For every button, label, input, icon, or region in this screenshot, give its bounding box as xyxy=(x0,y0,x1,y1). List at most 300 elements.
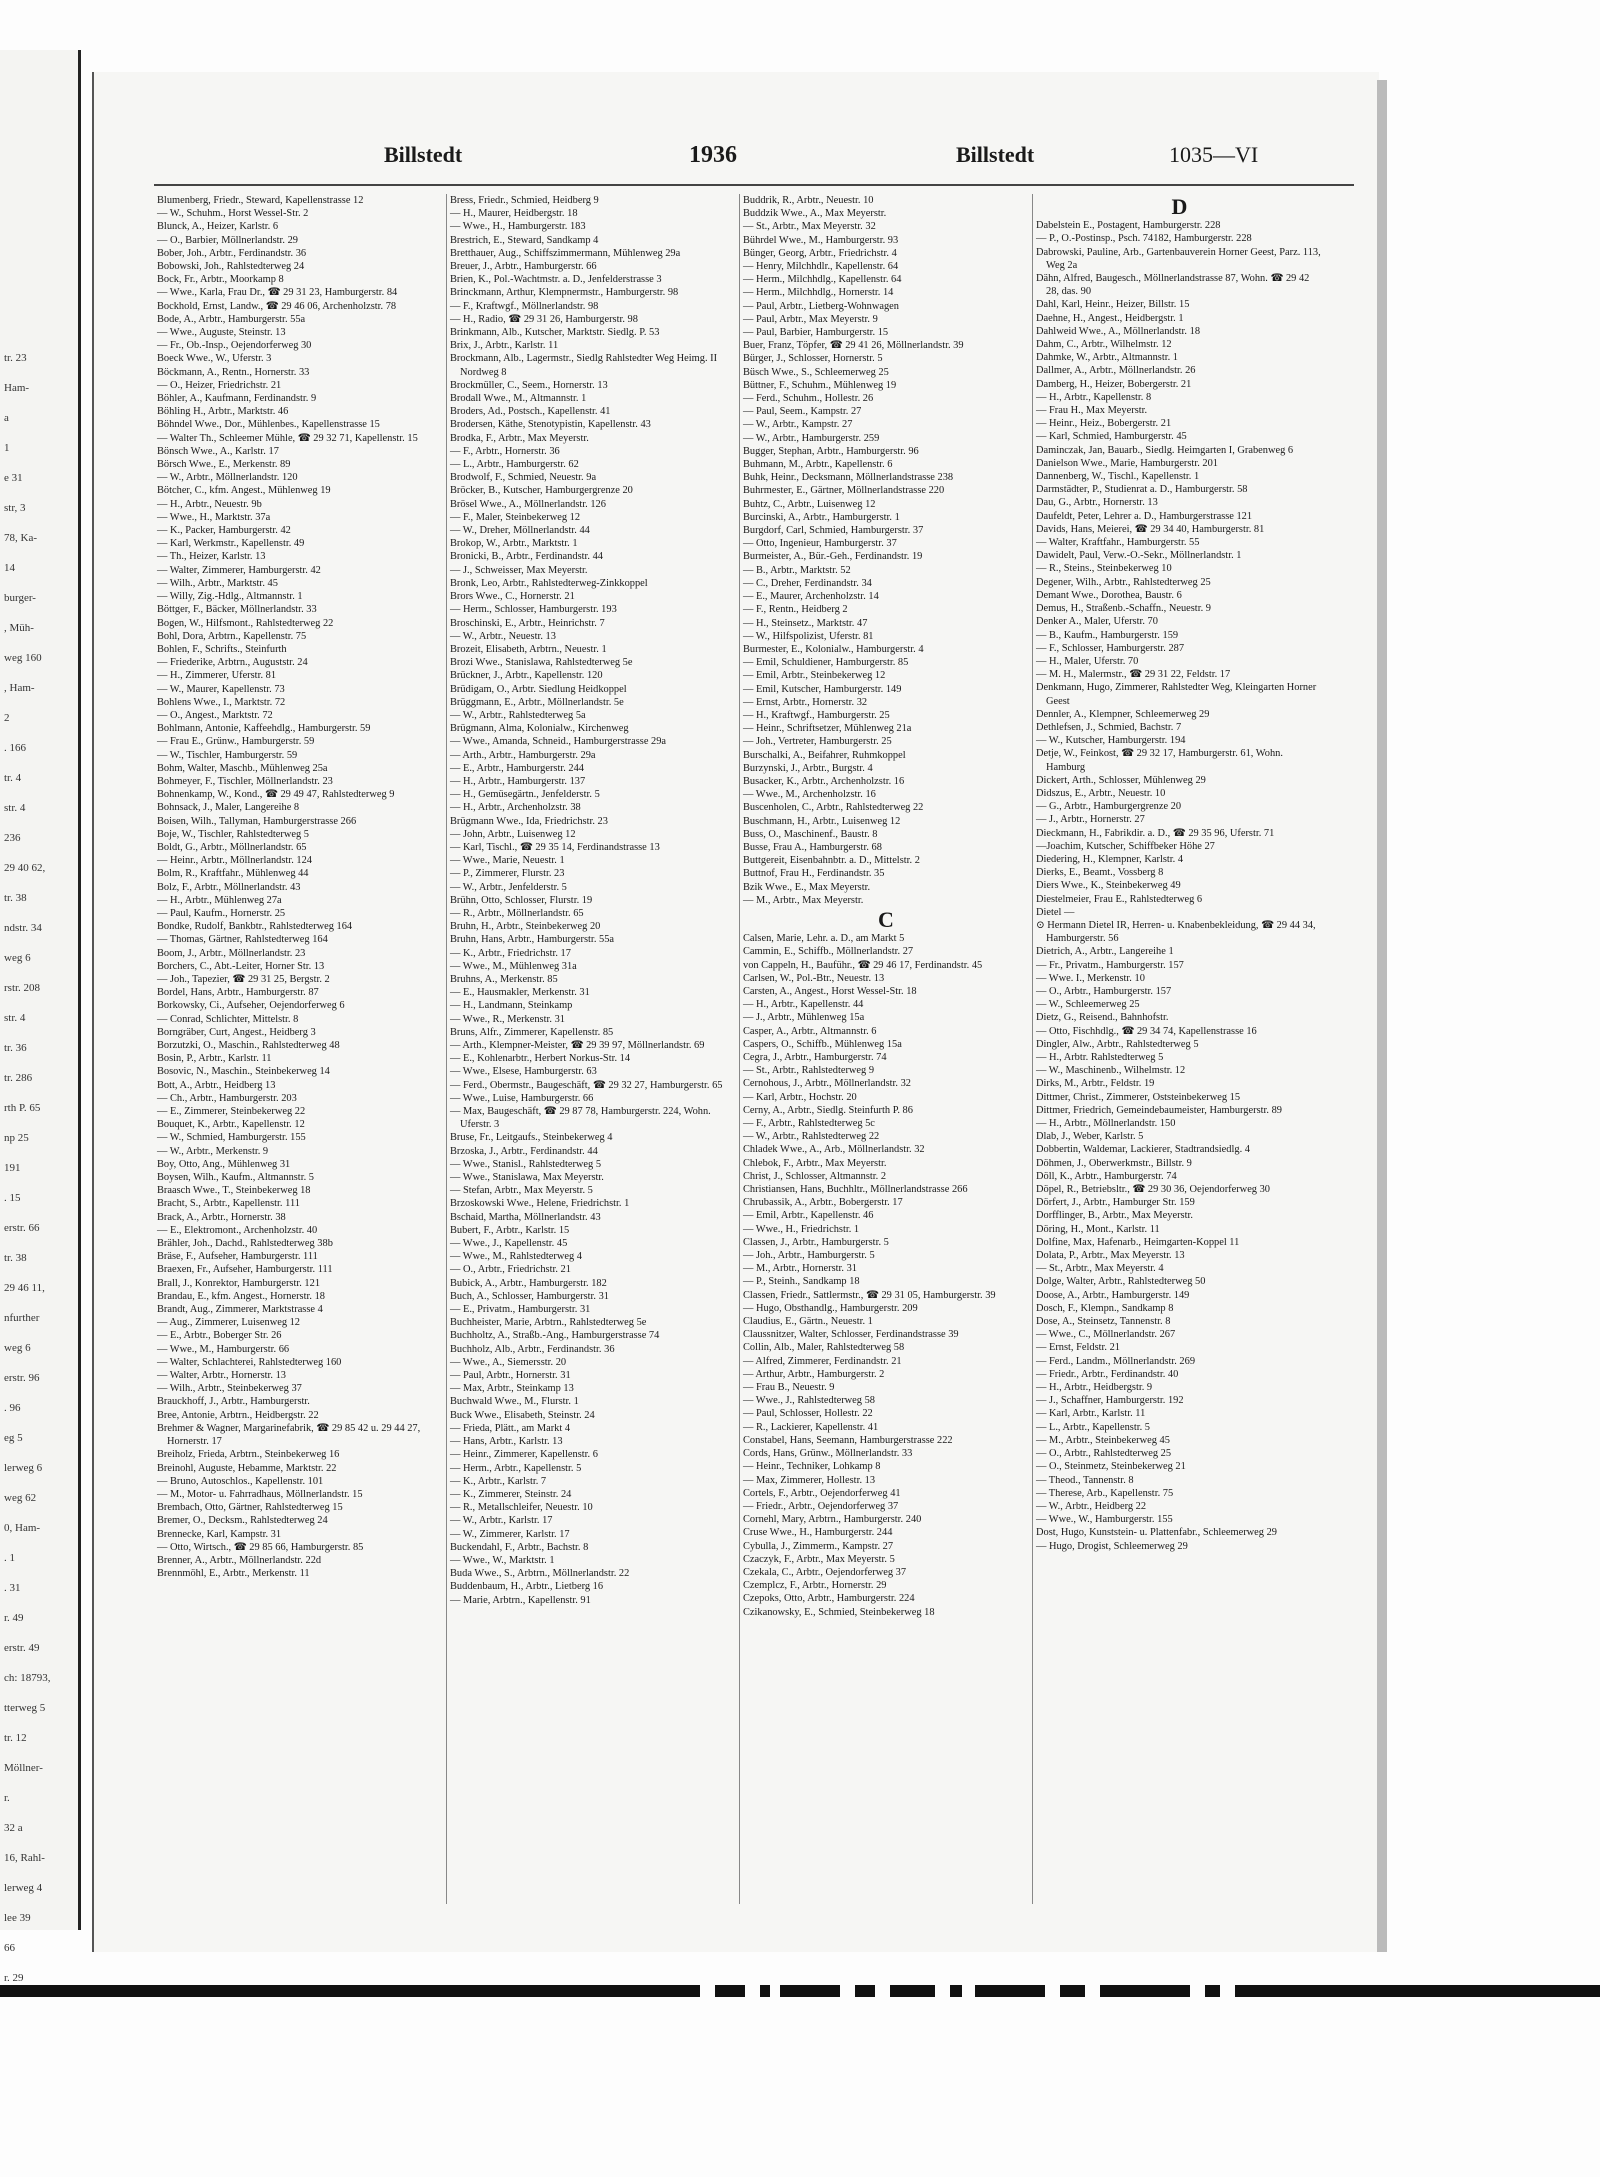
directory-entry: — Fr., Privatm., Hamburgerstr. 157 xyxy=(1036,959,1184,971)
directory-entry: — Hans, Arbtr., Karlstr. 13 xyxy=(450,1436,563,1448)
directory-entry: — M., Arbtr., Max Meyerstr. xyxy=(743,894,864,906)
directory-entry: — H., Arbtr., Neuestr. 9b xyxy=(157,498,262,510)
directory-entry: — Stefan, Arbtr., Max Meyerstr. 5 xyxy=(450,1185,593,1197)
directory-entry: Brügmann, Alma, Kolonialw., Kirchenweg xyxy=(450,723,629,735)
directory-entry: Buckendahl, F., Arbtr., Bachstr. 8 xyxy=(450,1541,589,1553)
directory-entry: Brors Wwe., C., Hornerstr. 21 xyxy=(450,591,575,603)
directory-entry: von Cappeln, H., Bauführ., ☎ 29 46 17, Ferdinandstr. 45 xyxy=(743,959,983,971)
directory-entry: Brzoskowski Wwe., Helene, Friedrichstr. 1 xyxy=(450,1198,630,1210)
directory-entry: Bönsch Wwe., A., Karlstr. 17 xyxy=(157,445,279,457)
directory-entry: Burzynski, J., Arbtr., Burgstr. 4 xyxy=(743,762,873,774)
directory-entry: — Wwe., Elsese, Hamburgerstr. 63 xyxy=(450,1066,597,1078)
directory-entry: Dahl, Karl, Heinr., Heizer, Billstr. 15 xyxy=(1036,299,1190,311)
directory-entry: — St., Arbtr., Max Meyerstr. 4 xyxy=(1036,1263,1164,1275)
previous-page-fragment: str. 4 xyxy=(4,1012,26,1024)
directory-entry: — Wwe., A., Siemersstr. 20 xyxy=(450,1356,567,1368)
directory-entry: — W., Dreher, Möllnerlandstr. 44 xyxy=(450,525,590,537)
directory-entry: — Friederike, Arbtrn., Auguststr. 24 xyxy=(157,657,308,669)
previous-page-fragment: r. xyxy=(4,1792,10,1804)
directory-entry: Brinckmann, Arthur, Klempnermstr., Hamburgerstr. 98 xyxy=(450,287,679,299)
directory-entry: Boysen, Wilh., Kaufm., Altmannstr. 5 xyxy=(157,1172,314,1184)
scale-bar-segment xyxy=(1100,1985,1190,1997)
directory-entry: Börsch Wwe., E., Merkenstr. 89 xyxy=(157,459,291,471)
directory-entry: — Wilh., Arbtr., Steinbekerweg 37 xyxy=(157,1383,302,1395)
directory-entry: — Herm., Milchhdlg., Kapellenstr. 64 xyxy=(743,274,902,286)
directory-entry: — M., Arbtr., Steinbekerweg 45 xyxy=(1036,1434,1170,1446)
directory-entry: — Heinr., Zimmerer, Kapellenstr. 6 xyxy=(450,1449,598,1461)
directory-entry: — Wwe., W., Marktstr. 1 xyxy=(450,1554,555,1566)
previous-page-fragment: erstr. 96 xyxy=(4,1372,40,1384)
scale-bar-segment xyxy=(1060,1985,1085,1997)
directory-entry: Dost, Hugo, Kunststein- u. Plattenfabr., Schleemerweg 29 xyxy=(1036,1527,1277,1539)
directory-entry: Czepoks, Otto, Arbtr., Hamburgerstr. 224 xyxy=(743,1593,915,1605)
directory-entry: Brühn, Otto, Schlosser, Flurstr. 19 xyxy=(450,894,593,906)
directory-entry: — Walter, Kraftfahr., Hamburgerstr. 55 xyxy=(1036,537,1200,549)
directory-entry: — H., Arbtr. Rahlstedterweg 5 xyxy=(1036,1052,1164,1063)
directory-entry: Constabel, Hans, Seemann, Hamburgerstrasse 222 xyxy=(743,1434,953,1446)
previous-page-fragment: tr. 23 xyxy=(4,352,27,364)
directory-entry: Bremer, O., Decksm., Rahlstedterweg 24 xyxy=(157,1515,328,1527)
directory-entry: —Joachim, Kutscher, Schiffbeker Höhe 27 xyxy=(1036,840,1215,852)
directory-entry: Brandau, E., kfm. Angest., Hornerstr. 18 xyxy=(157,1290,325,1302)
directory-entry: Brügmann Wwe., Ida, Friedrichstr. 23 xyxy=(450,815,608,827)
directory-entry: Carlsen, W., Pol.-Btr., Neuestr. 13 xyxy=(743,972,885,984)
previous-page-fragment: lerweg 6 xyxy=(4,1462,43,1474)
directory-entry: — Henry, Milchhdlr., Kapellenstr. 64 xyxy=(743,261,899,273)
directory-entry: — Th., Heizer, Karlstr. 13 xyxy=(157,551,266,563)
directory-entry: Döhmen, J., Oberwerkmstr., Billstr. 9 xyxy=(1036,1157,1192,1169)
directory-entry: — W., Arbtr., Rahlstedterweg 5a xyxy=(450,709,586,721)
directory-entry: Buchwald Wwe., M., Flurstr. 1 xyxy=(450,1396,579,1408)
directory-entry: — K., Arbtr., Friedrichstr. 17 xyxy=(450,947,571,959)
directory-entry: Büsch Wwe., S., Schleemerweg 25 xyxy=(743,366,889,378)
directory-entry: Davids, Hans, Meierei, ☎ 29 34 40, Hamburgerstr. 81 xyxy=(1036,523,1265,535)
directory-entry: — Wilh., Arbtr., Marktstr. 45 xyxy=(157,577,278,589)
directory-entry: Borzutzki, O., Maschin., Rahlstedterweg 48 xyxy=(157,1040,340,1051)
directory-entry: Classen, Friedr., Sattlermstr., ☎ 29 31 05, Hamburgerstr. 39 xyxy=(743,1289,996,1301)
directory-entry: Brösel Wwe., A., Möllnerlandstr. 126 xyxy=(450,498,606,510)
directory-entry: Dieckmann, H., Fabrikdir. a. D., ☎ 29 35 96, Uferstr. 71 xyxy=(1036,827,1275,839)
directory-entry: Brenner, A., Arbtr., Möllnerlandstr. 22d xyxy=(157,1554,322,1566)
directory-entry: — W., Arbtr., Kampstr. 27 xyxy=(743,419,853,431)
directory-entry: Bode, A., Arbtr., Hamburgerstr. 55a xyxy=(157,313,306,325)
previous-page-fragment: tr. 38 xyxy=(4,1252,27,1264)
directory-entry: Buchheister, Marie, Arbtrn., Rahlstedterweg 5e xyxy=(450,1317,647,1329)
directory-entry: — Wwe., Stanisl., Rahlstedterweg 5 xyxy=(450,1158,602,1170)
directory-entry: Buttnof, Frau H., Ferdinandstr. 35 xyxy=(743,868,885,880)
directory-entry: — Wwe., Auguste, Steinstr. 13 xyxy=(157,327,286,339)
directory-entry: — F., Rentn., Heidberg 2 xyxy=(743,604,848,616)
previous-page-fragment: 1 xyxy=(4,442,10,454)
directory-entry: Dietz, G., Reisend., Bahnhofstr. xyxy=(1036,1012,1169,1024)
previous-page-fragment: , Müh- xyxy=(4,622,34,634)
directory-entry: Diers Wwe., K., Steinbekerweg 49 xyxy=(1036,880,1181,892)
directory-entry: — F., Schlosser, Hamburgerstr. 287 xyxy=(1036,642,1185,654)
directory-entry: Collin, Alb., Maler, Rahlstedterweg 58 xyxy=(743,1342,905,1354)
directory-entry: — Joh., Vertreter, Hamburgerstr. 25 xyxy=(743,736,892,748)
directory-entry: Buss, O., Maschinenf., Baustr. 8 xyxy=(743,828,878,840)
previous-page-fragment: e 31 xyxy=(4,472,23,484)
directory-entry: — Otto, Ingenieur, Hamburgerstr. 37 xyxy=(743,538,897,550)
directory-entry: — O., Heizer, Friedrichstr. 21 xyxy=(157,379,282,391)
header-page-number: 1035—VI xyxy=(1169,142,1259,167)
directory-entry: — Karl, Schmied, Hamburgerstr. 45 xyxy=(1036,431,1187,443)
directory-entry: — H., Radio, ☎ 29 31 26, Hamburgerstr. 98 xyxy=(450,313,638,325)
scan-scale-bar xyxy=(0,1985,1600,1997)
directory-entry: Daufeldt, Peter, Lehrer a. D., Hamburgerstrasse 121 xyxy=(1036,510,1253,522)
directory-entry: Brodall Wwe., M., Altmannstr. 1 xyxy=(450,393,587,405)
directory-entry: — Theod., Tannenstr. 8 xyxy=(1036,1474,1134,1486)
directory-entry: — H., Maurer, Heidbergstr. 18 xyxy=(450,208,578,220)
directory-entry: Cords, Hans, Grünw., Möllnerlandstr. 33 xyxy=(743,1448,913,1460)
directory-entry: — Ferd., Obermstr., Baugeschäft, ☎ 29 32 27, Hamburgerstr. 65 xyxy=(450,1079,723,1091)
directory-entry: Christ, J., Schlosser, Altmannstr. 2 xyxy=(743,1170,887,1182)
previous-page-fragment: Möllner- xyxy=(4,1762,43,1774)
directory-entry: — E., Elektromont., Archenholzstr. 40 xyxy=(157,1224,318,1236)
directory-entry: — Ernst, Arbtr., Hornerstr. 32 xyxy=(743,696,868,708)
directory-entry: Dolfine, Max, Hafenarb., Heimgarten-Koppel 11 xyxy=(1036,1236,1240,1248)
directory-entry: Classen, J., Arbtr., Hamburgerstr. 5 xyxy=(743,1236,889,1248)
directory-entry: — Arth., Klempner-Meister, ☎ 29 39 97, Möllnerlandstr. 69 xyxy=(450,1040,705,1051)
directory-entry: — Frau E., Grünw., Hamburgerstr. 59 xyxy=(157,736,315,748)
directory-entry: Bosovic, N., Maschin., Steinbekerweg 14 xyxy=(157,1066,330,1078)
directory-entry: Bree, Antonie, Arbtrn., Heidbergstr. 22 xyxy=(157,1409,319,1421)
directory-entry: Dittmer, Christ., Zimmerer, Oststeinbekerweg 15 xyxy=(1036,1091,1241,1103)
directory-entry: — P., Steinh., Sandkamp 18 xyxy=(743,1276,860,1288)
directory-entry: — Wwe., M., Hamburgerstr. 66 xyxy=(157,1343,290,1355)
directory-entry: Böckmann, A., Rentn., Hornerstr. 33 xyxy=(157,366,310,378)
directory-entry: Dolge, Walter, Arbtr., Rahlstedterweg 50 xyxy=(1036,1276,1206,1288)
directory-entry: Braasch Wwe., T., Steinbekerweg 18 xyxy=(157,1185,311,1197)
directory-entry: Carsten, A., Angest., Horst Wessel-Str. 18 xyxy=(743,985,917,997)
directory-entry: Dolata, P., Arbtr., Max Meyerstr. 13 xyxy=(1036,1250,1185,1262)
directory-entry: Bohnsack, J., Maler, Langereihe 8 xyxy=(157,802,300,814)
directory-entry: — Wwe., M., Archenholzstr. 16 xyxy=(743,789,876,801)
directory-entry: Bohl, Dora, Arbtrn., Kapellenstr. 75 xyxy=(157,630,307,642)
directory-entry: — O., Arbtr., Friedrichstr. 21 xyxy=(450,1264,571,1276)
directory-entry: — Wwe., H., Marktstr. 37a xyxy=(157,511,271,523)
directory-entry: Daehne, H., Angest., Heidbergstr. 1 xyxy=(1036,312,1184,324)
directory-entry: — K., Zimmerer, Steinstr. 24 xyxy=(450,1488,572,1500)
directory-entry: Dorfflinger, B., Arbtr., Max Meyerstr. xyxy=(1036,1210,1193,1222)
directory-entry: Chlebok, F., Arbtr., Max Meyerstr. xyxy=(743,1157,887,1169)
directory-entry: Broders, Ad., Postsch., Kapellenstr. 41 xyxy=(450,406,611,418)
directory-entry: Dörfert, J., Arbtr., Hamburger Str. 159 xyxy=(1036,1197,1195,1209)
header-year: 1936 xyxy=(689,142,737,168)
directory-entry: Bruse, Fr., Leitgaufs., Steinbekerweg 4 xyxy=(450,1132,613,1144)
directory-entry: Dahlweid Wwe., A., Möllnerlandstr. 18 xyxy=(1036,325,1201,337)
directory-entry: Boeck Wwe., W., Uferstr. 3 xyxy=(157,353,272,365)
section-letter-c: C xyxy=(878,906,894,932)
previous-page-fragment: 78, Ka- xyxy=(4,532,37,544)
directory-entry: Busse, Frau A., Hamburgerstr. 68 xyxy=(743,841,882,853)
directory-entry: — Wwe., Karla, Frau Dr., ☎ 29 31 23, Hamburgerstr. 84 xyxy=(157,287,398,299)
directory-entry: — M., Motor- u. Fahrradhaus, Möllnerlandstr. 15 xyxy=(157,1488,363,1500)
directory-entry: — Wwe., R., Merkenstr. 31 xyxy=(450,1013,565,1025)
directory-entry: Brockmüller, C., Seem., Hornerstr. 13 xyxy=(450,379,608,391)
column-3 xyxy=(740,194,1033,1904)
directory-entry: Caspers, O., Schiffb., Mühlenweg 15a xyxy=(743,1038,902,1050)
directory-entry: Damberg, H., Heizer, Bobergerstr. 21 xyxy=(1036,378,1192,390)
directory-entry: Dlab, J., Weber, Karlstr. 5 xyxy=(1036,1131,1144,1143)
directory-entry: — W., Zimmerer, Karlstr. 17 xyxy=(450,1528,570,1540)
directory-entry: Burschalki, A., Beifahrer, Ruhmkoppel xyxy=(743,749,906,761)
directory-entry: Cruse Wwe., H., Hamburgerstr. 244 xyxy=(743,1527,893,1539)
directory-entry: — Wwe., Stanislawa, Max Meyerstr. xyxy=(450,1172,604,1184)
directory-entry: — B., Kaufm., Hamburgerstr. 159 xyxy=(1036,629,1179,641)
directory-entry: Buddenbaum, H., Arbtr., Lietberg 16 xyxy=(450,1581,604,1593)
directory-entry: Buchholz, Alb., Arbtr., Ferdinandstr. 36 xyxy=(450,1343,615,1355)
directory-entry: — H., Kraftwgf., Hamburgerstr. 25 xyxy=(743,709,890,721)
directory-entry: Christiansen, Hans, Buchhltr., Möllnerlandstrasse 266 xyxy=(743,1184,968,1196)
directory-entry: Diedering, H., Klempner, Karlstr. 4 xyxy=(1036,853,1184,865)
directory-entry: — L., Arbtr., Kapellenstr. 5 xyxy=(1036,1421,1150,1433)
directory-entry: Bohlmann, Antonie, Kaffeehdlg., Hamburgerstr. 59 xyxy=(157,723,371,735)
directory-entry: Bubick, A., Arbtr., Hamburgerstr. 182 xyxy=(450,1277,607,1289)
directory-entry: — H., Arbtr., Kapellenstr. 44 xyxy=(743,999,864,1011)
directory-entry: Buhmann, M., Arbtr., Kapellenstr. 6 xyxy=(743,459,893,471)
header-left-title: Billstedt xyxy=(384,142,463,167)
directory-entry: — Arth., Arbtr., Hamburgerstr. 29a xyxy=(450,749,596,761)
directory-entry: Brozi Wwe., Stanislawa, Rahlstedterweg 5e xyxy=(450,657,633,669)
directory-entry: Burcinski, A., Arbtr., Hamburgerstr. 1 xyxy=(743,511,900,523)
directory-entry: Claudius, E., Gärtn., Neuestr. 1 xyxy=(743,1316,873,1328)
directory-entry: Buschmann, H., Arbtr., Luisenweg 12 xyxy=(743,815,901,827)
directory-entry: Bobowski, Joh., Rahlstedterweg 24 xyxy=(157,261,305,273)
directory-entry: — W., Arbtr., Neuestr. 13 xyxy=(450,630,556,642)
directory-entry: — O., Steinmetz, Steinbekerweg 21 xyxy=(1036,1461,1186,1473)
scale-bar-segment xyxy=(0,1985,700,1997)
directory-entry: — Friedr., Arbtr., Oejendorferweg 37 xyxy=(743,1500,899,1512)
previous-page-fragment: 16, Rahl- xyxy=(4,1852,45,1864)
directory-entry: Böttger, F., Bäcker, Möllnerlandstr. 33 xyxy=(157,604,317,616)
previous-page-fragment: 66 xyxy=(4,1942,15,1954)
directory-entry: — Aug., Zimmerer, Luisenweg 12 xyxy=(157,1317,301,1329)
directory-entry: Czikanowsky, E., Schmied, Steinbekerweg 18 xyxy=(743,1606,935,1618)
previous-page-fragment: weg 62 xyxy=(4,1492,37,1504)
directory-entry: — Wwe., Luise, Hamburgerstr. 66 xyxy=(450,1092,594,1104)
directory-entry: Blumenberg, Friedr., Steward, Kapellenstrasse 12 xyxy=(157,195,364,206)
scale-bar-segment xyxy=(760,1985,770,1997)
directory-entry: Buch, A., Schlosser, Hamburgerstr. 31 xyxy=(450,1290,609,1302)
directory-entry: — O., Arbtr., Hamburgerstr. 157 xyxy=(1036,985,1172,997)
directory-entry: Bührdel Wwe., M., Hamburgerstr. 93 xyxy=(743,234,899,246)
directory-entry: Boldt, G., Arbtr., Möllnerlandstr. 65 xyxy=(157,841,307,853)
previous-page-fragment: str, 3 xyxy=(4,502,26,514)
previous-page-fragment: tr. 36 xyxy=(4,1042,27,1054)
directory-entry: — Frieda, Plätt., am Markt 4 xyxy=(450,1422,571,1434)
directory-entry: Dau, G., Arbtr., Hornerstr. 13 xyxy=(1036,497,1158,509)
directory-entry: Böhler, A., Kaufmann, Ferdinandstr. 9 xyxy=(157,393,317,405)
directory-entry: Danielson Wwe., Marie, Hamburgerstr. 201 xyxy=(1036,457,1218,469)
directory-entry: Bronicki, B., Arbtr., Ferdinandstr. 44 xyxy=(450,551,603,563)
directory-entry: Bott, A., Arbtr., Heidberg 13 xyxy=(157,1079,276,1091)
directory-entry: Bruhns, A., Merkenstr. 85 xyxy=(450,973,558,985)
directory-entry: — Therese, Arb., Kapellenstr. 75 xyxy=(1036,1487,1174,1499)
directory-entry: — R., Steins., Steinbekerweg 10 xyxy=(1036,563,1172,575)
previous-page-fragment: lee 39 xyxy=(4,1912,31,1924)
directory-entry: — Marie, Arbtrn., Kapellenstr. 91 xyxy=(450,1594,591,1606)
directory-entry: Bress, Friedr., Schmied, Heidberg 9 xyxy=(450,195,599,206)
directory-entry: Buck Wwe., Elisabeth, Steinstr. 24 xyxy=(450,1409,595,1421)
directory-entry: Busacker, K., Arbtr., Archenholzstr. 16 xyxy=(743,775,905,787)
directory-entry: Borchers, C., Abt.-Leiter, Horner Str. 13 xyxy=(157,960,325,972)
scale-bar-segment xyxy=(1235,1985,1600,1997)
previous-page-fragment: a xyxy=(4,412,9,424)
directory-entry: Dallmer, A., Arbtr., Möllnerlandstr. 26 xyxy=(1036,365,1196,377)
directory-entry: — W., Maurer, Kapellenstr. 73 xyxy=(157,683,285,695)
directory-entry: Dosch, F., Klempn., Sandkamp 8 xyxy=(1036,1302,1174,1314)
directory-entry: — E., Privatm., Hamburgerstr. 31 xyxy=(450,1304,591,1316)
directory-entry: — Alfred, Zimmerer, Ferdinandstr. 21 xyxy=(743,1355,902,1367)
directory-entry: — P., Zimmerer, Flurstr. 23 xyxy=(450,868,565,880)
directory-entry: Brodwolf, F., Schmied, Neuestr. 9a xyxy=(450,472,597,484)
directory-entry: Cybulla, J., Zimmerm., Kampstr. 27 xyxy=(743,1540,894,1552)
directory-entry: Broschinski, E., Arbtr., Heinrichstr. 7 xyxy=(450,617,605,629)
directory-entry: Cernohous, J., Arbtr., Möllnerlandstr. 32 xyxy=(743,1078,911,1090)
section-letter-d: D xyxy=(1171,194,1188,219)
directory-entry: — R., Lackierer, Kapellenstr. 41 xyxy=(743,1421,879,1433)
column-1 xyxy=(154,194,447,1904)
directory-entry: — Heinr., Heiz., Bobergerstr. 21 xyxy=(1036,418,1172,430)
directory-entry: Buhrmester, E., Gärtner, Möllnerlandstrasse 220 xyxy=(743,485,945,497)
directory-entry: — Joh., Arbtr., Hamburgerstr. 5 xyxy=(743,1250,875,1262)
directory-entry: — Wwe., J., Rahlstedterweg 58 xyxy=(743,1395,875,1407)
previous-page-fragment: 29 46 11, xyxy=(4,1282,45,1294)
directory-entry: — Wwe., J., Kapellenstr. 45 xyxy=(450,1238,568,1250)
directory-entry: Brockmann, Alb., Lagermstr., Siedlg Rahlstedter Weg Heimg. II Nordweg 8 xyxy=(450,353,718,378)
directory-entry: — Max, Zimmerer, Hollestr. 13 xyxy=(743,1474,876,1486)
directory-entry: Brzoska, J., Arbtr., Ferdinandstr. 44 xyxy=(450,1145,598,1157)
scale-bar-segment xyxy=(855,1985,875,1997)
directory-entry: Brack, A., Arbtr., Hornerstr. 38 xyxy=(157,1211,286,1223)
directory-entry: — H., Maler, Uferstr. 70 xyxy=(1036,655,1139,667)
directory-entry: Denkmann, Hugo, Zimmerer, Rahlstedter Weg, Kleingarten Horner Geest xyxy=(1036,682,1317,707)
previous-page-fragment: np 25 xyxy=(4,1132,29,1144)
directory-entry: Bronk, Leo, Arbtr., Rahlstedterweg-Zinkkoppel xyxy=(450,577,648,589)
directory-entry: — O., Barbier, Möllnerlandstr. 29 xyxy=(157,234,298,246)
directory-entry: — W., Arbtr., Möllnerlandstr. 120 xyxy=(157,472,298,484)
directory-entry: — H., Arbtr., Mühlenweg 27a xyxy=(157,894,282,906)
directory-entry: — Ernst, Feldstr. 21 xyxy=(1036,1342,1120,1354)
directory-entry: Bräse, F., Aufseher, Hamburgerstr. 111 xyxy=(157,1251,318,1263)
header-right-title: Billstedt xyxy=(956,142,1035,167)
directory-entry: — Heinr., Techniker, Lohkamp 8 xyxy=(743,1461,881,1473)
directory-entry: — Wwe., C., Möllnerlandstr. 267 xyxy=(1036,1329,1176,1341)
directory-entry: — Otto, Fischhdlg., ☎ 29 34 74, Kapellenstrasse 16 xyxy=(1036,1025,1257,1037)
page-edge-shadow xyxy=(1377,80,1387,1952)
directory-entry: — J., Arbtr., Mühlenweg 15a xyxy=(743,1012,865,1024)
directory-entry: — F., Maler, Steinbekerweg 12 xyxy=(450,511,581,523)
directory-entry: — O., Angest., Marktstr. 72 xyxy=(157,709,273,721)
directory-entry: — Fr., Ob.-Insp., Oejendorferweg 30 xyxy=(157,340,312,352)
directory-entry: — Emil, Kutscher, Hamburgerstr. 149 xyxy=(743,683,902,695)
directory-entry: — O., Arbtr., Rahlstedterweg 25 xyxy=(1036,1448,1172,1460)
directory-entry: Bosin, P., Arbtr., Karlstr. 11 xyxy=(157,1053,272,1065)
directory-entry: Bolz, F., Arbtr., Möllnerlandstr. 43 xyxy=(157,881,301,893)
directory-entry: — C., Dreher, Ferdinandstr. 34 xyxy=(743,577,872,589)
directory-entry: Bober, Joh., Arbtr., Ferdinandstr. 36 xyxy=(157,247,307,259)
directory-entry: — Wwe., Amanda, Schneid., Hamburgerstrasse 29a xyxy=(450,736,667,748)
directory-entry: Brähler, Joh., Dachd., Rahlstedterweg 38b xyxy=(157,1238,333,1250)
directory-entry: — F., Arbtr., Hornerstr. 36 xyxy=(450,445,560,457)
directory-entry: Brennecke, Karl, Kampstr. 31 xyxy=(157,1528,282,1540)
directory-entry: Buddrik, R., Arbtr., Neuestr. 10 xyxy=(743,195,874,206)
directory-entry: — Hugo, Obsthandlg., Hamburgerstr. 209 xyxy=(743,1302,918,1314)
directory-entry: Burmeister, A., Bür.-Geh., Ferdinandstr. 19 xyxy=(743,551,923,563)
directory-entry: Bruhn, Hans, Arbtr., Hamburgerstr. 55a xyxy=(450,934,615,946)
directory-entry: — H., Arbtr., Möllnerlandstr. 150 xyxy=(1036,1118,1176,1130)
directory-entry: — Paul, Schlosser, Hollestr. 22 xyxy=(743,1408,873,1420)
directory-entry: Buhtz, C., Arbtr., Luisenweg 12 xyxy=(743,498,876,510)
directory-columns xyxy=(154,194,1354,1904)
directory-entry: — Ferd., Schuhm., Hollestr. 26 xyxy=(743,393,874,405)
directory-entry: — W., Tischler, Hamburgerstr. 59 xyxy=(157,749,298,761)
directory-entry: — Walter Th., Schleemer Mühle, ☎ 29 32 71, Kapellenstr. 15 xyxy=(157,432,418,444)
previous-page-fragment: tterweg 5 xyxy=(4,1702,46,1714)
directory-entry: Demant Wwe., Dorothea, Baustr. 6 xyxy=(1036,589,1182,601)
directory-entry: Czekala, C., Arbtr., Oejendorferweg 37 xyxy=(743,1566,907,1578)
directory-entry: — Max, Arbtr., Steinkamp 13 xyxy=(450,1383,574,1395)
directory-entry: Chladek Wwe., A., Arb., Möllnerlandstr. 32 xyxy=(743,1144,925,1156)
directory-entry: — M., Arbtr., Hornerstr. 31 xyxy=(743,1263,858,1275)
directory-entry: — H., Steinsetz., Marktstr. 47 xyxy=(743,617,868,629)
directory-entry: Bretthauer, Aug., Schiffszimmermann, Mühlenweg 29a xyxy=(450,247,681,259)
directory-entry: Büttner, F., Schuhm., Mühlenweg 19 xyxy=(743,379,897,391)
directory-entry: — Emil, Arbtr., Steinbekerweg 12 xyxy=(743,670,886,682)
directory-entry: — J., Schweisser, Max Meyerstr. xyxy=(450,564,588,576)
directory-entry: — E., Arbtr., Hamburgerstr. 244 xyxy=(450,762,585,774)
directory-entry: Buer, Franz, Töpfer, ☎ 29 41 26, Möllnerlandstr. 39 xyxy=(743,340,964,352)
directory-entry: — W., Maschinenb., Wilhelmstr. 12 xyxy=(1036,1065,1186,1077)
directory-entry: Dahmke, W., Arbtr., Altmannstr. 1 xyxy=(1036,352,1179,364)
directory-entry: — Arthur, Arbtr., Hamburgerstr. 2 xyxy=(743,1368,885,1380)
directory-entry: Breuer, J., Arbtr., Hamburgerstr. 66 xyxy=(450,261,597,273)
directory-entry: — W., Kutscher, Hamburgerstr. 194 xyxy=(1036,735,1186,747)
previous-page-fragment: weg 6 xyxy=(4,1342,31,1354)
directory-entry: — H., Arbtr., Hamburgerstr. 137 xyxy=(450,775,586,787)
directory-entry: — W., Schuhm., Horst Wessel-Str. 2 xyxy=(157,208,309,220)
directory-entry: Cerny, A., Arbtr., Siedlg. Steinfurth P. 86 xyxy=(743,1104,913,1116)
directory-entry: — Karl, Tischl., ☎ 29 35 14, Ferdinandstrasse 13 xyxy=(450,841,660,853)
directory-entry: Brauckhoff, J., Arbtr., Hamburgerstr. xyxy=(157,1396,310,1408)
directory-entry: — F., Arbtr., Rahlstedterweg 5c xyxy=(743,1118,875,1130)
directory-entry: Bzik Wwe., E., Max Meyerstr. xyxy=(743,881,871,893)
directory-entry: Bolm, R., Kraftfahr., Mühlenweg 44 xyxy=(157,868,309,880)
directory-entry: — Heinr., Schriftsetzer, Mühlenweg 21a xyxy=(743,723,912,735)
directory-entry: Bruns, Alfr., Zimmerer, Kapellenstr. 85 xyxy=(450,1026,614,1038)
directory-entry: Böhling H., Arbtr., Marktstr. 46 xyxy=(157,406,289,418)
previous-page-fragment: eg 5 xyxy=(4,1432,23,1444)
directory-entry: Bötcher, C., kfm. Angest., Mühlenweg 19 xyxy=(157,485,331,497)
directory-entry: Buddzik Wwe., A., Max Meyerstr. xyxy=(743,208,887,220)
directory-entry: — Herm., Milchhdlg., Hornerstr. 14 xyxy=(743,287,894,299)
previous-page-fragment: tr. 4 xyxy=(4,772,22,784)
directory-entry: — E., Hausmakler, Merkenstr. 31 xyxy=(450,987,590,999)
previous-page-fragment: . 15 xyxy=(4,1192,21,1204)
directory-entry: Dabrowski, Pauline, Arb., Gartenbauverein Horner Geest, Parz. 113, Weg 2a xyxy=(1036,246,1321,271)
directory-entry: — W., Schmied, Hamburgerstr. 155 xyxy=(157,1132,306,1144)
directory-entry: Brodka, F., Arbtr., Max Meyerstr. xyxy=(450,432,589,444)
directory-entry: — St., Arbtr., Rahlstedterweg 9 xyxy=(743,1065,875,1077)
directory-entry: Bock, Fr., Arbtr., Moorkamp 8 xyxy=(157,274,284,286)
directory-entry: — Wwe., Marie, Neuestr. 1 xyxy=(450,855,565,867)
directory-entry: Bouquet, K., Arbtr., Kapellenstr. 12 xyxy=(157,1119,305,1131)
directory-entry: Braexen, Fr., Aufseher, Hamburgerstr. 111 xyxy=(157,1264,333,1276)
directory-entry: Bockhold, Ernst, Landw., ☎ 29 46 06, Archenholzstr. 78 xyxy=(157,300,397,312)
directory-entry: Brüggmann, E., Arbtr., Möllnerlandstr. 5e xyxy=(450,696,624,708)
previous-page-fragment: 32 a xyxy=(4,1822,23,1834)
